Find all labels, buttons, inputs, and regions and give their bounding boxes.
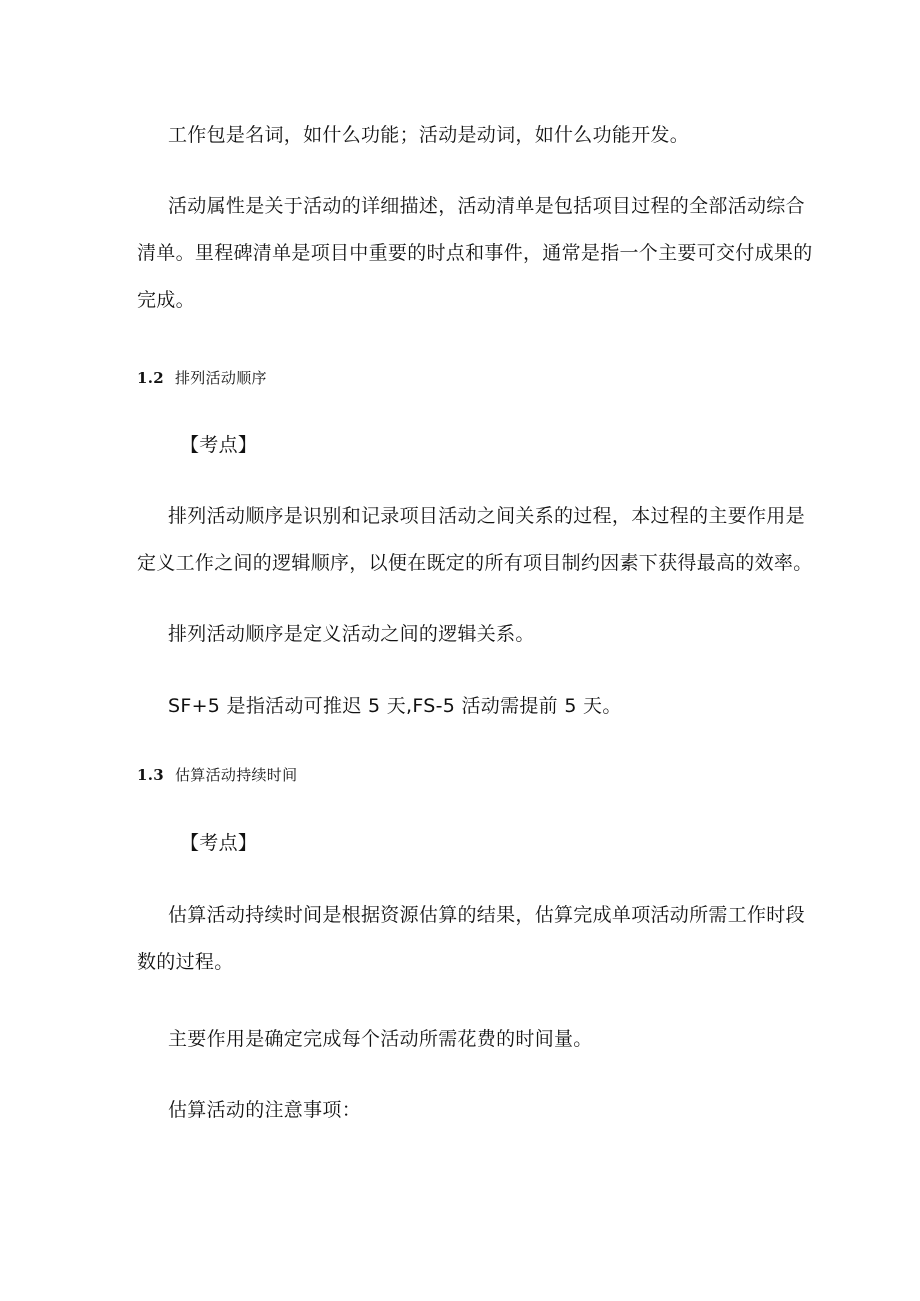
paragraph-notes: 估算活动的注意事项： [168, 1099, 362, 1121]
paragraph-activity-attributes-line-1: 活动属性是关于活动的详细描述，活动清单是包括项目过程的全部活动综合 [168, 195, 805, 217]
kaodian-label-1-2: 【考点】 [180, 434, 258, 456]
paragraph-duration-line-2: 数的过程。 [137, 951, 234, 973]
section-title: 估算活动持续时间 [175, 766, 298, 784]
section-number: 1.2 [137, 369, 164, 387]
paragraph-work-package: 工作包是名词，如什么功能；活动是动词，如什么功能开发。 [168, 124, 690, 146]
section-heading-1-2 [0, 367, 920, 389]
section-heading-1-3 [0, 764, 920, 786]
paragraph-sequence-line-2: 定义工作之间的逻辑顺序，以便在既定的所有项目制约因素下获得最高的效率。 [137, 552, 813, 574]
paragraph-duration-line-1: 估算活动持续时间是根据资源估算的结果，估算完成单项活动所需工作时段 [168, 904, 805, 926]
section-title: 排列活动顺序 [175, 369, 267, 387]
paragraph-logical-relations: 排列活动顺序是定义活动之间的逻辑关系。 [168, 623, 535, 645]
kaodian-label-1-3: 【考点】 [180, 832, 258, 854]
section-number: 1.3 [137, 766, 164, 784]
paragraph-activity-attributes-line-2: 清单。里程碑清单是项目中重要的时点和事件，通常是指一个主要可交付成果的 [137, 242, 813, 264]
paragraph-sf-fs: SF+5 是指活动可推迟 5 天,FS-5 活动需提前 5 天。 [168, 695, 622, 717]
paragraph-main-purpose: 主要作用是确定完成每个活动所需花费的时间量。 [168, 1028, 593, 1050]
paragraph-activity-attributes-line-3: 完成。 [137, 289, 195, 311]
paragraph-sequence-line-1: 排列活动顺序是识别和记录项目活动之间关系的过程，本过程的主要作用是 [168, 505, 805, 527]
